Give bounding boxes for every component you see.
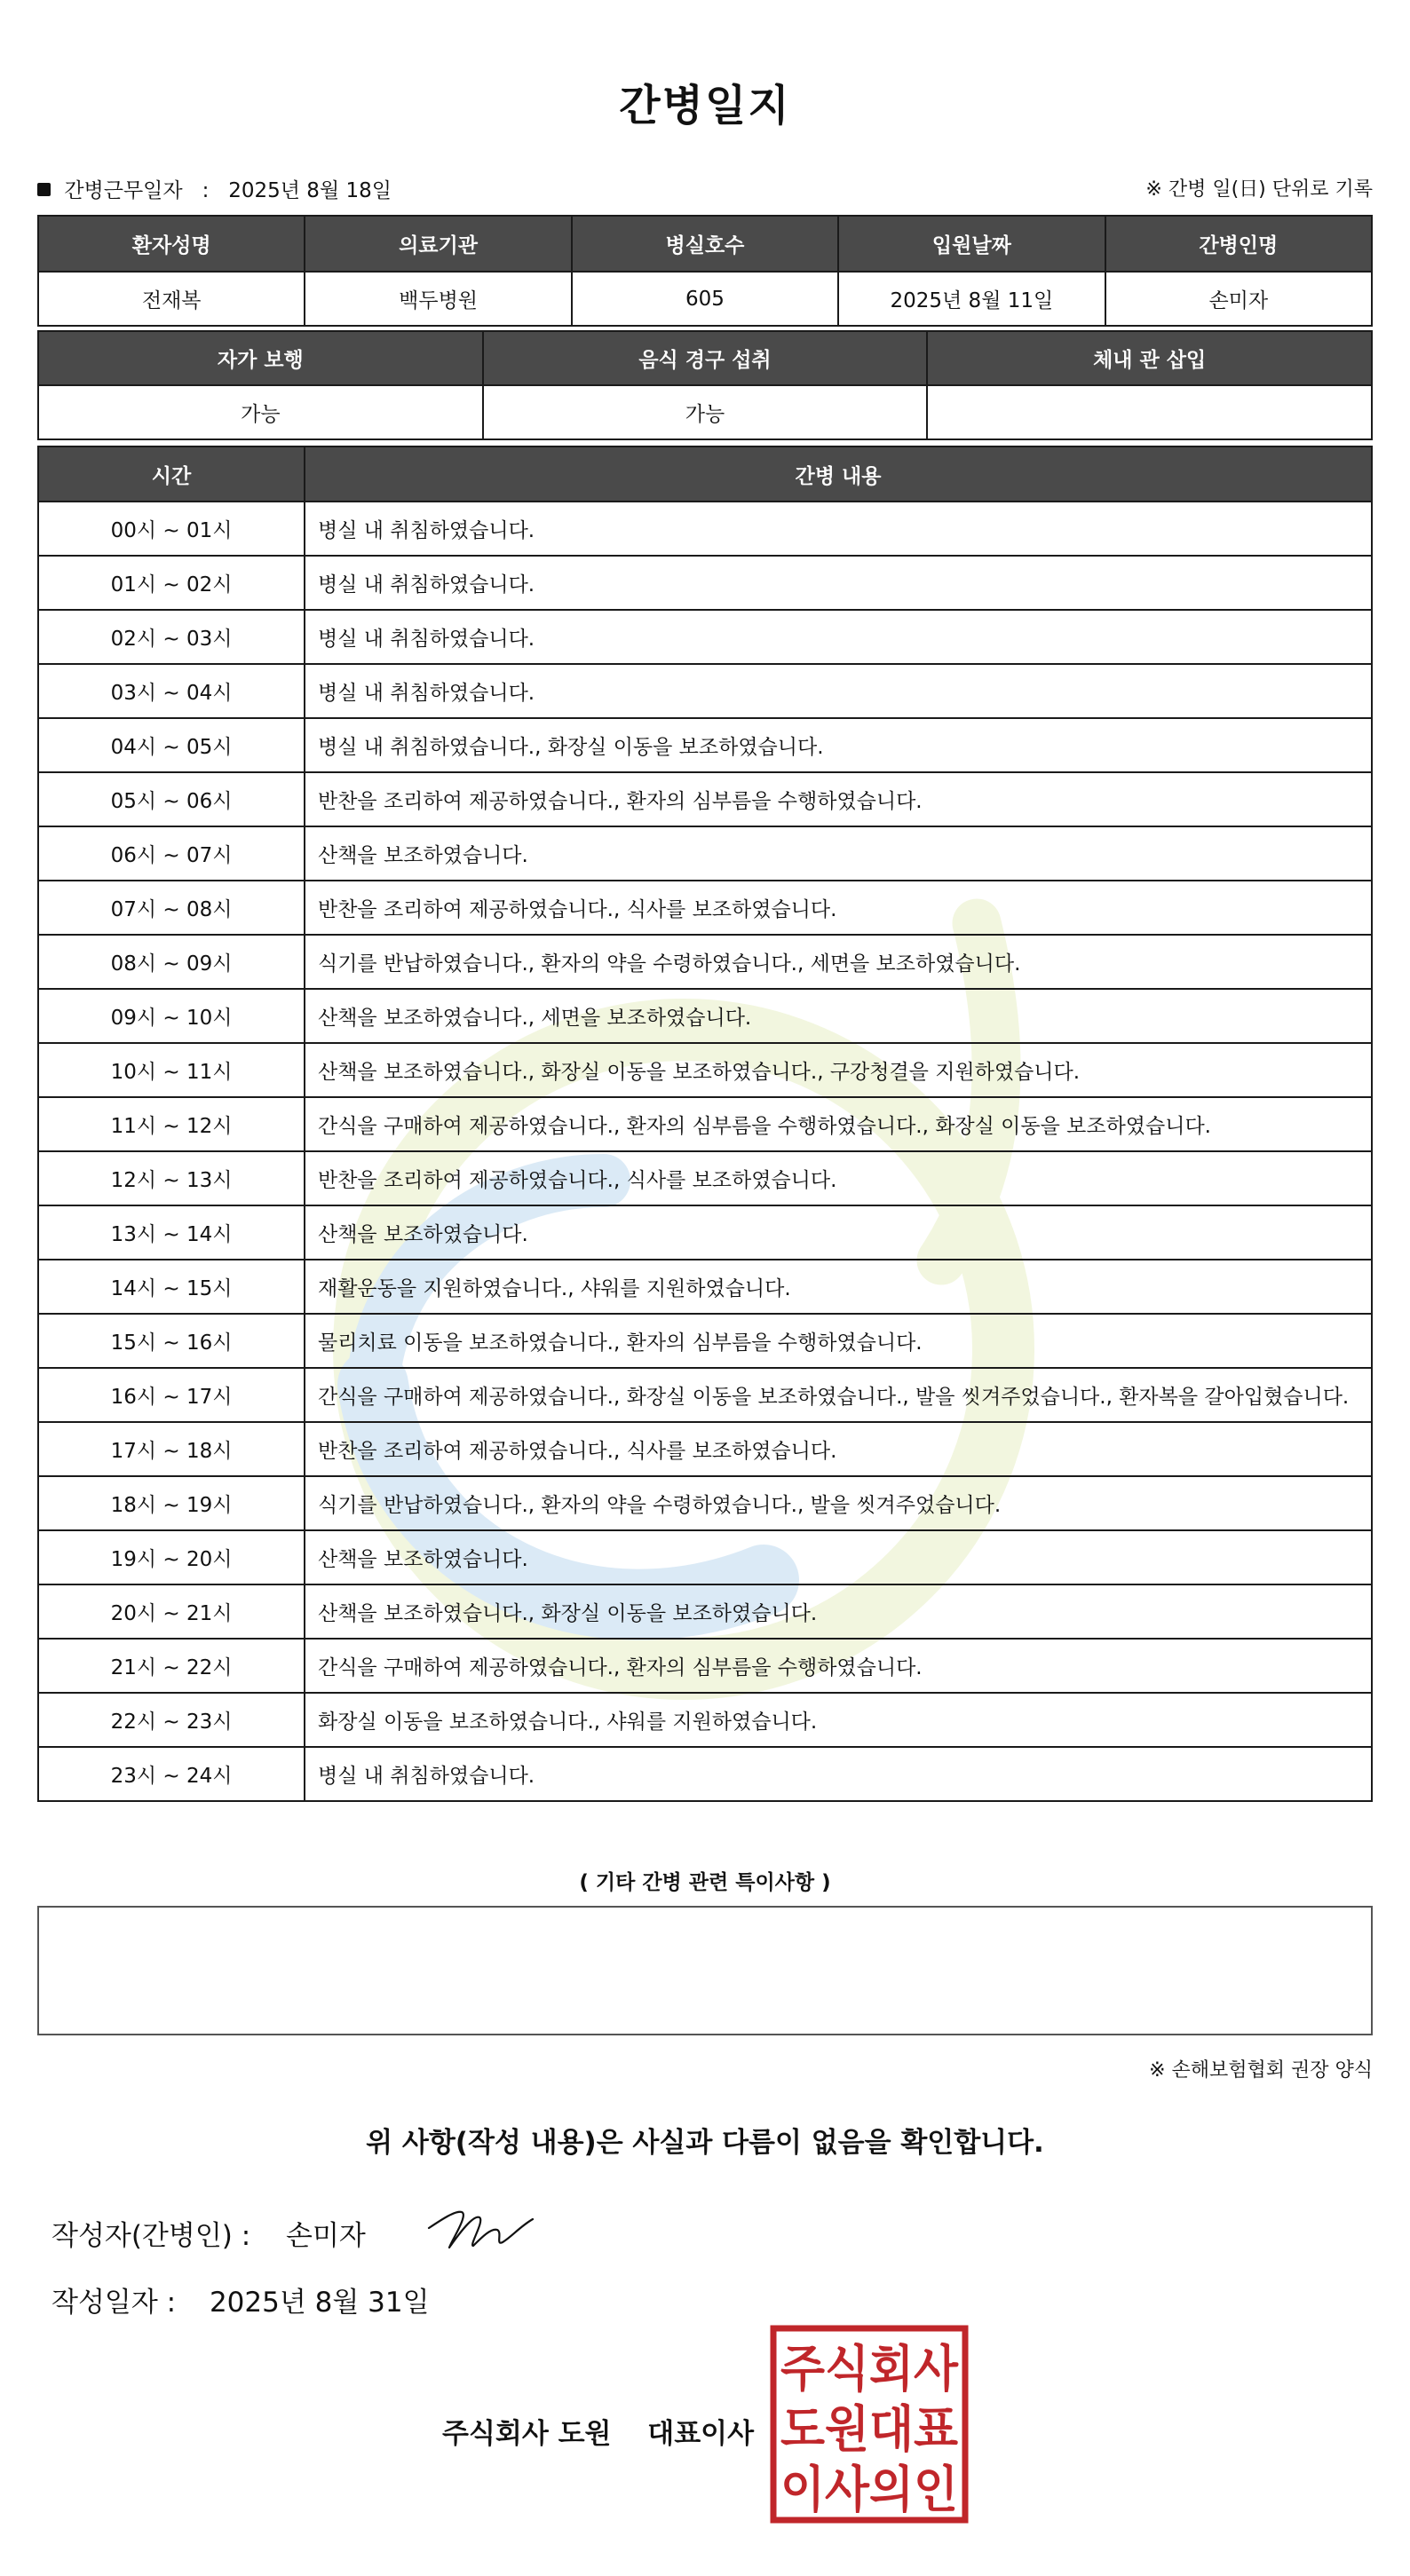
time-cell: 06시 ~ 07시 bbox=[38, 826, 305, 881]
walking-cell: 가능 bbox=[38, 385, 483, 439]
care-log-table bbox=[37, 446, 1373, 1802]
caregiver-name-cell: 손미자 bbox=[1105, 272, 1372, 326]
care-content-cell: 병실 내 취침하였습니다. bbox=[305, 502, 1372, 556]
table-row bbox=[38, 989, 1372, 1043]
tube-cell bbox=[927, 385, 1372, 439]
status-header: 체내 관 삽입 bbox=[927, 331, 1372, 385]
table-row bbox=[38, 610, 1372, 664]
care-content-cell: 간식을 구매하여 제공하였습니다., 환자의 심부름을 수행하였습니다. bbox=[305, 1639, 1372, 1693]
time-cell: 15시 ~ 16시 bbox=[38, 1314, 305, 1368]
write-date-line bbox=[51, 2280, 430, 2319]
care-content-cell: 산책을 보조하였습니다. bbox=[305, 1205, 1372, 1260]
table-row bbox=[38, 1151, 1372, 1205]
care-content-cell: 재활운동을 지원하였습니다., 샤워를 지원하였습니다. bbox=[305, 1260, 1372, 1314]
time-cell: 05시 ~ 06시 bbox=[38, 772, 305, 826]
writer-line bbox=[51, 2213, 366, 2253]
notes-box bbox=[37, 1906, 1373, 2035]
document-title: 간병일지 bbox=[619, 81, 791, 130]
admission-date-cell: 2025년 8월 11일 bbox=[838, 272, 1105, 326]
care-content-cell: 간식을 구매하여 제공하였습니다., 화장실 이동을 보조하였습니다., 발을 씻겨주었습니다., 환자복을 갈아입혔습니다. bbox=[305, 1368, 1372, 1422]
care-content-cell: 반찬을 조리하여 제공하였습니다., 식사를 보조하였습니다. bbox=[305, 1422, 1372, 1476]
write-date-label: 작성일자 : bbox=[51, 2287, 177, 2319]
patient-header: 간병인명 bbox=[1105, 216, 1372, 272]
confirm-statement: 위 사항(작성 내용)은 사실과 다름이 없음을 확인합니다. bbox=[366, 2127, 1044, 2159]
oral-intake-cell: 가능 bbox=[483, 385, 928, 439]
time-cell: 18시 ~ 19시 bbox=[38, 1476, 305, 1530]
time-header: 시간 bbox=[38, 446, 305, 502]
care-content-cell: 산책을 보조하였습니다., 화장실 이동을 보조하였습니다., 구강청결을 지원하였습니다. bbox=[305, 1043, 1372, 1097]
work-date-line bbox=[37, 174, 392, 203]
ceo-title: 대표이사 bbox=[647, 2418, 755, 2450]
time-cell: 12시 ~ 13시 bbox=[38, 1151, 305, 1205]
time-cell: 17시 ~ 18시 bbox=[38, 1422, 305, 1476]
care-content-cell: 산책을 보조하였습니다. bbox=[305, 1530, 1372, 1584]
table-row bbox=[38, 1314, 1372, 1368]
table-row bbox=[38, 1476, 1372, 1530]
time-cell: 03시 ~ 04시 bbox=[38, 664, 305, 718]
status-header: 음식 경구 섭취 bbox=[483, 331, 928, 385]
seal-text-line: 도원대표 bbox=[780, 2401, 958, 2459]
table-row bbox=[38, 1530, 1372, 1584]
care-content-cell: 간식을 구매하여 제공하였습니다., 환자의 심부름을 수행하였습니다., 화장실 이동을 보조하였습니다. bbox=[305, 1097, 1372, 1151]
hospital-cell: 백두병원 bbox=[305, 272, 571, 326]
table-row bbox=[38, 502, 1372, 556]
care-content-cell: 병실 내 취침하였습니다. bbox=[305, 556, 1372, 610]
time-cell: 19시 ~ 20시 bbox=[38, 1530, 305, 1584]
care-content-cell: 산책을 보조하였습니다. bbox=[305, 826, 1372, 881]
seal-text-line: 주식회사 bbox=[780, 2341, 959, 2398]
time-cell: 01시 ~ 02시 bbox=[38, 556, 305, 610]
care-content-cell: 병실 내 취침하였습니다. bbox=[305, 664, 1372, 718]
patient-status-table bbox=[37, 330, 1373, 440]
notes-title: ( 기타 간병 관련 특이사항 ) bbox=[579, 1871, 831, 1894]
time-cell: 21시 ~ 22시 bbox=[38, 1639, 305, 1693]
table-row bbox=[38, 826, 1372, 881]
care-content-cell: 병실 내 취침하였습니다. bbox=[305, 1747, 1372, 1801]
table-row bbox=[38, 664, 1372, 718]
table-row bbox=[38, 935, 1372, 989]
table-row bbox=[38, 1205, 1372, 1260]
table-row bbox=[38, 1747, 1372, 1801]
table-row bbox=[38, 1260, 1372, 1314]
unit-note: ※ 간병 일(日) 단위로 기록 bbox=[1145, 178, 1373, 201]
time-cell: 11시 ~ 12시 bbox=[38, 1097, 305, 1151]
time-cell: 13시 ~ 14시 bbox=[38, 1205, 305, 1260]
company-seal-stamp bbox=[769, 2324, 970, 2525]
care-content-cell: 반찬을 조리하여 제공하였습니다., 환자의 심부름을 수행하였습니다. bbox=[305, 772, 1372, 826]
seal-text-line: 이사의인 bbox=[780, 2461, 958, 2519]
care-content-cell: 반찬을 조리하여 제공하였습니다., 식사를 보조하였습니다. bbox=[305, 1151, 1372, 1205]
table-row bbox=[38, 1422, 1372, 1476]
time-cell: 07시 ~ 08시 bbox=[38, 881, 305, 935]
table-row bbox=[38, 1584, 1372, 1639]
care-content-cell: 물리치료 이동을 보조하였습니다., 환자의 심부름을 수행하였습니다. bbox=[305, 1314, 1372, 1368]
time-cell: 00시 ~ 01시 bbox=[38, 502, 305, 556]
table-row bbox=[38, 881, 1372, 935]
patient-header: 입원날짜 bbox=[838, 216, 1105, 272]
patient-header: 병실호수 bbox=[572, 216, 838, 272]
status-header: 자가 보행 bbox=[38, 331, 483, 385]
table-row bbox=[38, 772, 1372, 826]
care-log-body bbox=[38, 502, 1372, 1801]
recommend-note: ※ 손해보험협회 권장 양식 bbox=[1149, 2059, 1373, 2082]
care-content-cell: 식기를 반납하였습니다., 환자의 약을 수령하였습니다., 발을 씻겨주었습니다. bbox=[305, 1476, 1372, 1530]
room-number-cell: 605 bbox=[572, 272, 838, 326]
time-cell: 08시 ~ 09시 bbox=[38, 935, 305, 989]
care-content-cell: 병실 내 취침하였습니다., 화장실 이동을 보조하였습니다. bbox=[305, 718, 1372, 772]
care-content-cell: 병실 내 취침하였습니다. bbox=[305, 610, 1372, 664]
care-content-cell: 식기를 반납하였습니다., 환자의 약을 수령하였습니다., 세면을 보조하였습니다. bbox=[305, 935, 1372, 989]
table-row bbox=[38, 1043, 1372, 1097]
table-row bbox=[38, 718, 1372, 772]
write-date-value: 2025년 8월 31일 bbox=[209, 2287, 430, 2319]
table-row bbox=[38, 556, 1372, 610]
bullet-square-icon bbox=[37, 183, 51, 196]
company-name: 주식회사 도원 bbox=[442, 2418, 612, 2450]
care-content-cell: 화장실 이동을 보조하였습니다., 샤워를 지원하였습니다. bbox=[305, 1693, 1372, 1747]
writer-label: 작성자(간병인) : bbox=[51, 2220, 251, 2252]
care-content-cell: 반찬을 조리하여 제공하였습니다., 식사를 보조하였습니다. bbox=[305, 881, 1372, 935]
work-date-label: 간병근무일자 bbox=[64, 179, 183, 202]
care-content-cell: 산책을 보조하였습니다., 화장실 이동을 보조하였습니다. bbox=[305, 1584, 1372, 1639]
patient-name-cell: 전재복 bbox=[38, 272, 305, 326]
time-cell: 09시 ~ 10시 bbox=[38, 989, 305, 1043]
writer-name: 손미자 bbox=[286, 2220, 366, 2252]
care-content-cell: 산책을 보조하였습니다., 세면을 보조하였습니다. bbox=[305, 989, 1372, 1043]
table-row bbox=[38, 1097, 1372, 1151]
work-date-value: 2025년 8월 18일 bbox=[228, 179, 392, 202]
table-row bbox=[38, 1693, 1372, 1747]
time-cell: 16시 ~ 17시 bbox=[38, 1368, 305, 1422]
table-row bbox=[38, 1368, 1372, 1422]
time-cell: 04시 ~ 05시 bbox=[38, 718, 305, 772]
patient-info-table bbox=[37, 215, 1373, 327]
handwritten-signature bbox=[424, 2193, 540, 2255]
work-date-separator: : bbox=[202, 179, 210, 202]
time-cell: 14시 ~ 15시 bbox=[38, 1260, 305, 1314]
time-cell: 23시 ~ 24시 bbox=[38, 1747, 305, 1801]
time-cell: 20시 ~ 21시 bbox=[38, 1584, 305, 1639]
table-row bbox=[38, 1639, 1372, 1693]
patient-header: 환자성명 bbox=[38, 216, 305, 272]
patient-header: 의료기관 bbox=[305, 216, 571, 272]
content-header: 간병 내용 bbox=[305, 446, 1372, 502]
company-line bbox=[442, 2411, 754, 2451]
time-cell: 22시 ~ 23시 bbox=[38, 1693, 305, 1747]
time-cell: 02시 ~ 03시 bbox=[38, 610, 305, 664]
time-cell: 10시 ~ 11시 bbox=[38, 1043, 305, 1097]
